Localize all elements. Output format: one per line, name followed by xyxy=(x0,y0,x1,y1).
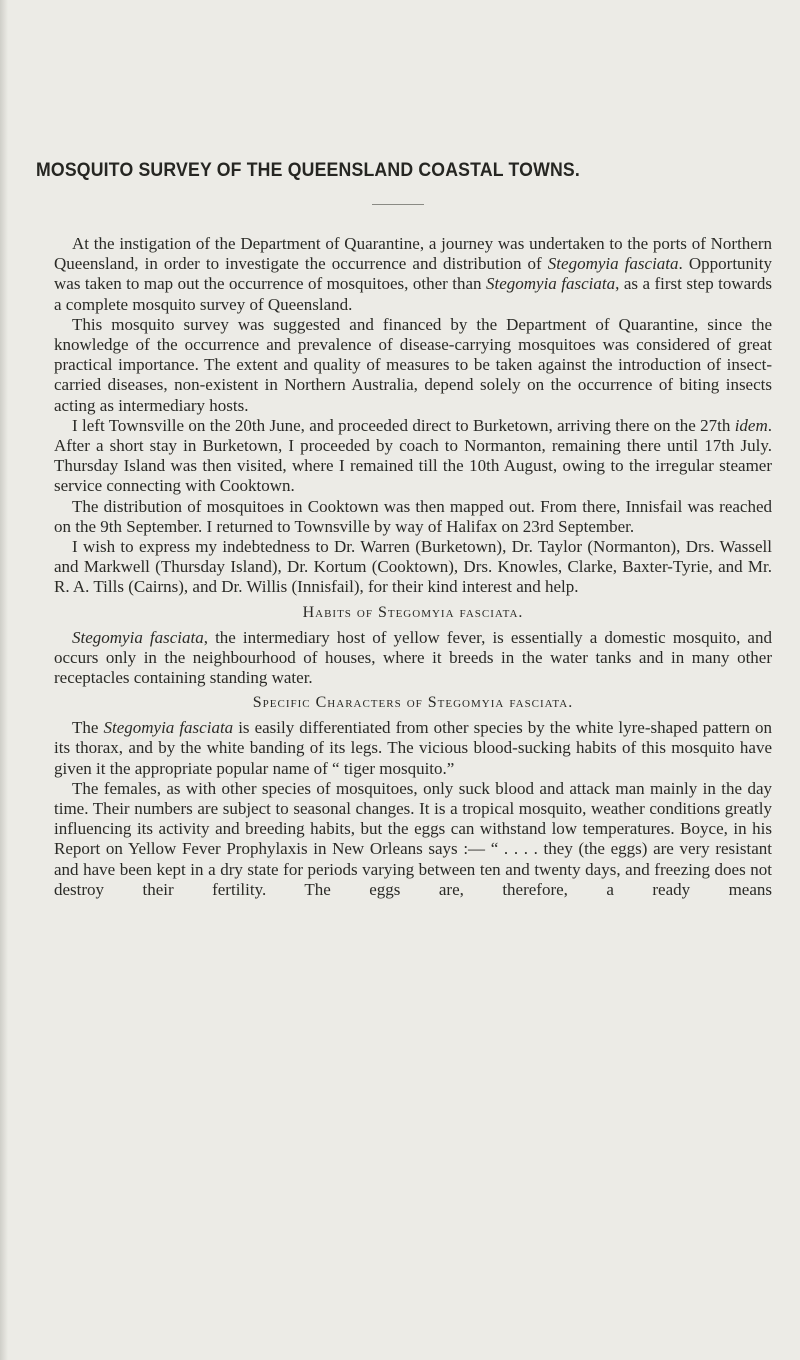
body-paragraph xyxy=(54,416,772,497)
body-paragraph xyxy=(54,628,772,689)
section-heading: Habits of Stegomyia fasciata. xyxy=(302,603,524,621)
paragraph-text: . After a short stay in Burketown, I proceeded by coach to Normanton, remaining there until 17th July. Thursday Island was then visited, where I remained till the 10th August, owing to the irregular steamer service connecting with Cooktown. xyxy=(54,415,772,496)
paragraph-text: . Opportunity was taken to map out the occurrence of mosquitoes, other than xyxy=(54,254,772,294)
italic-term: Stegomyia fasciata xyxy=(72,627,204,647)
section-heading: Specific Characters of Stegomyia fasciata. xyxy=(252,694,574,712)
italic-term: Stegomyia fasciata xyxy=(103,718,234,738)
paragraph-text: I left Townsville on the 20th June, and proceeded direct to Burketown, arriving there on the 27th xyxy=(72,415,735,435)
paragraph-text: At the instigation of the Department of Quarantine, a journey was undertaken to the ports of Northern Queensland, in order to investigate the occurrence and distribution of xyxy=(54,234,772,274)
body-paragraph xyxy=(54,234,772,315)
italic-term: idem xyxy=(734,415,768,435)
paragraph-text: is easily differentiated from other species by the white lyre-shaped pattern on its thorax, and by the white banding of its legs. The vicious blood-sucking habits of this mosquito have given it the appropriate popular name of “ tiger mosquito.” xyxy=(54,718,772,778)
body-paragraph xyxy=(54,497,772,537)
paragraph-text: The females, as with other species of mosquitoes, only suck blood and attack man mainly in the day time. Their numbers are subject to seasonal changes. It is a tropical mosquito, weather conditions greatly influencing its activity and breeding habits, but the eggs can withstand low temperatures. Boyce, in his Report on Yellow Fever Prophylaxis in New Orleans says :— “ . . . . they (the eggs) are very resistant and have been kept in a dry state for periods varying between ten and twenty days, and freezing does not destroy their fertility. The eggs are, therefore, a ready means xyxy=(54,778,772,899)
title-divider xyxy=(372,204,424,205)
paragraph-text: The xyxy=(72,718,104,738)
italic-term: Stegomyia fasciata xyxy=(547,254,679,274)
paragraph-text: I wish to express my indebtedness to Dr. Warren (Burketown), Dr. Taylor (Normanton), Drs. Wassell and Markwell (Thursday Island), Dr. Kortum (Cooktown), Drs. Knowles, Clarke, Baxter-Tyrie, and Mr. R. A. Tills (Cairns), and Dr. Willis (Innisfail), for their kind interest and help. xyxy=(54,537,772,597)
body-paragraph xyxy=(54,537,772,598)
paragraph-text: , the intermediary host of yellow fever, is essentially a domestic mosquito, and occurs only in the neighbourhood of houses, where it breeds in the water tanks and in many other receptacles containing standing water. xyxy=(54,627,772,688)
body-paragraph xyxy=(54,779,772,900)
article-body xyxy=(54,234,772,900)
body-paragraph xyxy=(54,315,772,416)
paragraph-text: This mosquito survey was suggested and financed by the Department of Quarantine, since the knowledge of the occurrence and prevalence of disease-carrying mosquitoes was considered of great practical importance. The extent and quality of measures to be taken against the introduction of insect-carried diseases, non-existent in Northern Australia, depend solely on the occurrence of biting insects acting as intermediary hosts. xyxy=(54,314,772,415)
paragraph-text: , as a first step towards a complete mosquito survey of Queensland. xyxy=(54,274,772,314)
body-paragraph xyxy=(54,718,772,779)
page-title: MOSQUITO SURVEY OF THE QUEENSLAND COASTAL TOWNS. xyxy=(36,160,580,181)
italic-term: Stegomyia fasciata xyxy=(485,274,616,294)
paragraph-text: The distribution of mosquitoes in Cooktown was then mapped out. From there, Innisfail was reached on the 9th September. I returned to Townsville by way of Halifax on 23rd September. xyxy=(54,496,772,536)
